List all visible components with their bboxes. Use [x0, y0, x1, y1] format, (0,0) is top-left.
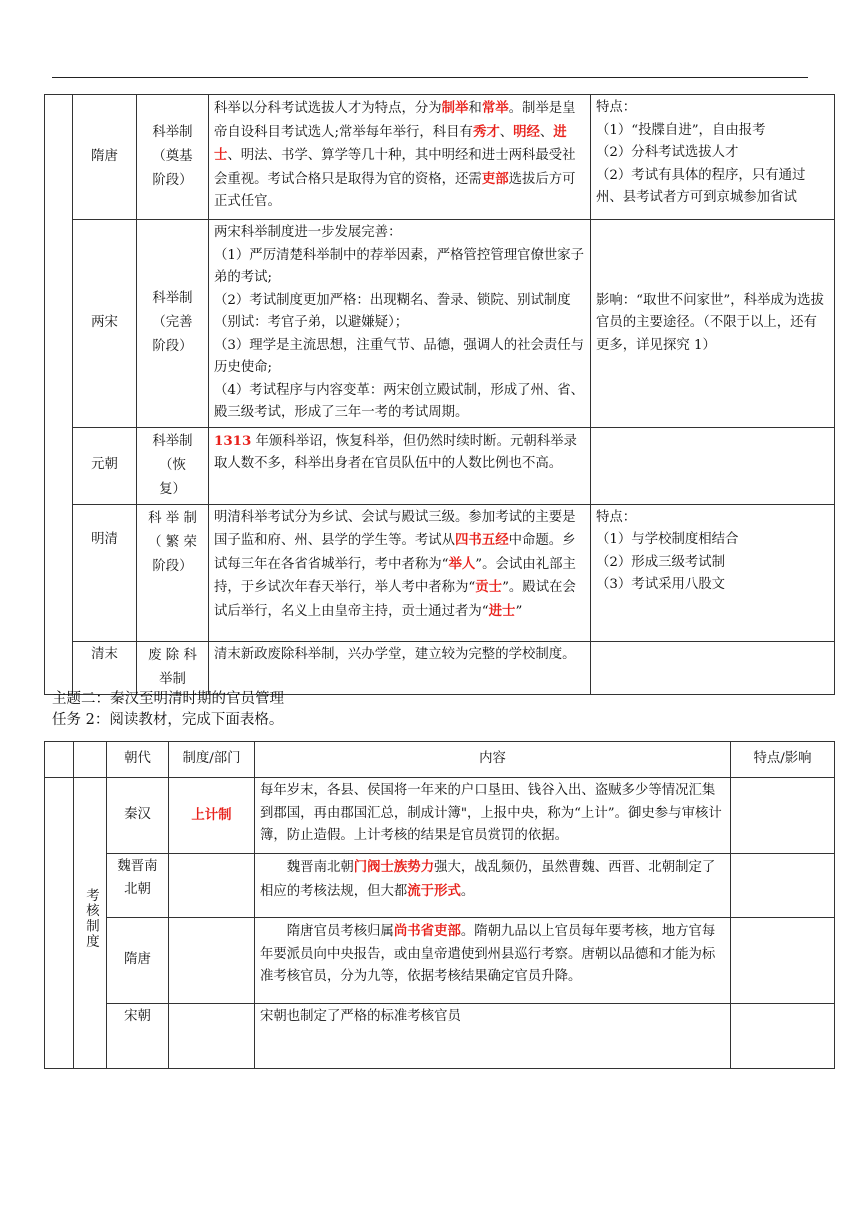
remark-cell: [591, 220, 835, 428]
highlight-text: 吏部: [481, 170, 509, 187]
system-cell: 科举制 （奠基 阶段）: [137, 95, 209, 220]
highlight-text: 常举: [481, 100, 509, 116]
table-row: [45, 854, 835, 918]
blank-header-cell: [45, 742, 74, 778]
body-text: 宋朝也制定了严格的标准考核官员: [260, 1009, 461, 1024]
system-cell: 上计制: [169, 778, 255, 854]
body-text: 年颁科举诏，恢复科举，但仍然时续时断。元朝科举录取人数不多，科举出身者在官员队伍中的人数比例也不高。: [214, 433, 577, 471]
highlight-text: 进士: [488, 602, 516, 619]
evaluation-system-table: [44, 741, 835, 1069]
text-line: （2）考试有具体的程序，只有通过州、县考试者方可到京城参加省试: [596, 167, 806, 205]
system-cell: [169, 918, 255, 1004]
text-line: 两宋科举制度进一步发展完善：: [214, 225, 402, 240]
body-text: 清末新政废除科举制，兴办学堂，建立较为完整的学校制度。: [214, 646, 576, 662]
content-cell: [209, 427, 591, 504]
body-text: 明清科举考试分为乡试、会试与殿试三级。参加考试的主要是国子监和府、州、县学的学生等。考试从: [214, 509, 576, 548]
dynasty-cell: 宋朝: [107, 1004, 169, 1069]
table-row: [45, 95, 835, 220]
blank-header-cell: [74, 742, 107, 778]
highlight-text: 举人: [448, 555, 476, 572]
body-text: ”。会试由礼部主持，于乡试次年春天举行，举人考中者称为“: [214, 556, 576, 595]
dynasty-cell: 清末: [73, 641, 137, 694]
header-rule: [52, 77, 808, 78]
body-text: 每年岁末，各县、侯国将一年来的户口垦田、钱谷入出、盗贼多少等情况汇集到郡国，再由郡国汇总，制成计簿"，上报中央，称为“上计”。御史参与审核计簿，防止造假。上计考核的结果是官员赏罚的依据。: [260, 783, 722, 843]
dynasty-cell: 元朝: [73, 427, 137, 504]
text-line: 影响：“取世不问家世”，科举成为选拔官员的主要途径。（不限于以上，还有更多，详见探究 1）: [596, 292, 824, 353]
body-text: 强大，战乱频仍，虽然曹魏、西晋、北朝制定了相应的考核法规，但大都: [260, 860, 716, 899]
highlight-text: 流于形式: [407, 882, 461, 899]
remark-header: 特点/影响: [731, 742, 835, 778]
content-cell: [209, 220, 591, 428]
dynasty-cell: 魏晋南北朝: [107, 854, 169, 918]
system-cell: [169, 854, 255, 918]
body-text: ”: [515, 603, 523, 619]
left-margin-cell: [45, 95, 73, 695]
table-row: [45, 918, 835, 1004]
table-row: [45, 778, 835, 854]
body-text: 、: [539, 124, 554, 140]
highlight-text: 四书五经: [455, 532, 509, 548]
system-cell: [169, 1004, 255, 1069]
table-row: [45, 427, 835, 504]
table-row: [45, 504, 835, 641]
remark-cell: [731, 918, 835, 1004]
text-line: （2）分科考试选拔人才: [596, 145, 739, 160]
dynasty-cell: 明清: [73, 504, 137, 641]
content-cell: [209, 641, 591, 694]
left-margin-cell: [45, 778, 74, 1069]
highlight-text: 1313: [214, 432, 252, 449]
remark-cell: [731, 1004, 835, 1069]
dynasty-cell: 隋唐: [73, 95, 137, 220]
table-row: [45, 641, 835, 694]
system-cell: 科举制 （恢 复）: [137, 427, 209, 504]
text-line: （1）严厉清楚科举制中的荐举因素，严格管控管理官僚世家子弟的考试;: [214, 247, 585, 285]
table-row: [45, 220, 835, 428]
dynasty-cell: 两宋: [73, 220, 137, 428]
content-cell: [255, 778, 731, 854]
system-cell: 科 举 制 （ 繁 荣 阶段）: [137, 504, 209, 641]
body-text: ”。殿试在会试后举行，名义上由皇帝主持，贡士通过者为“: [214, 580, 576, 619]
system-cell: 废 除 科 举制: [137, 641, 209, 694]
highlight-text: 贡士: [475, 579, 503, 595]
remark-cell: [591, 641, 835, 694]
highlight-text: 秀才: [472, 123, 500, 140]
content-cell: [255, 1004, 731, 1069]
text-line: （2）考试制度更加严格：出现糊名、誊录、锁院、别试制度（别试：考官子弟，以避嫌疑）；: [214, 292, 571, 330]
body-text: 魏晋南北朝: [286, 860, 354, 875]
content-cell: [209, 504, 591, 641]
body-text: 选拔后方可正式任官。: [214, 171, 576, 209]
header-row: [45, 742, 835, 778]
text-line: （2）形成三级考试制: [596, 554, 726, 570]
content-cell: [255, 918, 731, 1004]
system-cell: 科举制 （完善 阶段）: [137, 220, 209, 428]
body-text: 、明法、书学、算学等几十种，其中明经和进士两科最受社会重视。考试合格只是取得为官的资格，还需: [214, 148, 576, 187]
body-text: 和: [468, 101, 482, 116]
body-text: 科举以分科考试选拔人才为特点，分为: [214, 101, 442, 116]
body-text: 、: [499, 124, 514, 140]
dynasty-cell: 隋唐: [107, 918, 169, 1004]
system-header: 制度/部门: [169, 742, 255, 778]
remark-cell: [591, 427, 835, 504]
highlight-text: 门阀士族势力: [353, 859, 435, 875]
text-line: （3）理学是主流思想，注重气节、品德，强调人的社会责任与历史使命;: [214, 337, 585, 375]
table-row: [45, 1004, 835, 1069]
text-line: （1）“投牒自进”，自由报考: [596, 122, 766, 138]
remark-cell: [731, 778, 835, 854]
body-text: 中命题。乡试每三年在各省省城举行，考中者称为“: [214, 533, 576, 572]
text-line: 特点：: [596, 509, 637, 525]
text-line: （1）与学校制度相结合: [596, 532, 739, 547]
remark-cell: [591, 95, 835, 220]
body-text: 。制举是皇帝自设科目考试选人;常举每年举行，科目有: [214, 101, 576, 140]
content-header: 内容: [255, 742, 731, 778]
dynasty-header: 朝代: [107, 742, 169, 778]
dynasty-cell: 秦汉: [107, 778, 169, 854]
exam-system-table: [44, 94, 835, 695]
task2-instruction: 任务 2：阅读教材，完成下面表格。: [52, 712, 284, 728]
text-line: （4）考试程序与内容变革：两宋创立殿试制，形成了州、省、殿三级考试，形成了三年一考的考试周期。: [214, 382, 585, 420]
body-text: 隋唐官员考核归属: [286, 924, 394, 939]
content-cell: [209, 95, 591, 220]
body-text: 。: [460, 883, 475, 899]
highlight-text: 进士: [214, 123, 567, 163]
text-line: 特点：: [596, 100, 637, 115]
remark-cell: [731, 854, 835, 918]
highlight-text: 明经: [513, 123, 540, 140]
highlight-text: 制举: [441, 100, 469, 116]
content-cell: [255, 854, 731, 918]
theme2-title: 主题二：秦汉至明清时期的官员管理: [52, 691, 284, 707]
text-line: （3）考试采用八股文: [596, 577, 726, 592]
remark-cell: [591, 504, 835, 641]
category-cell: 考核制度: [74, 778, 107, 1069]
body-text: 。隋朝九品以上官员每年要考核，地方官每年要派员向中央报告，或由皇帝遣使到州县巡行考察。唐朝以品德和才能为标准考核官员，分为九等，依据考核结果确定官员升降。: [260, 924, 716, 984]
highlight-text: 尚书省吏部: [393, 923, 461, 939]
